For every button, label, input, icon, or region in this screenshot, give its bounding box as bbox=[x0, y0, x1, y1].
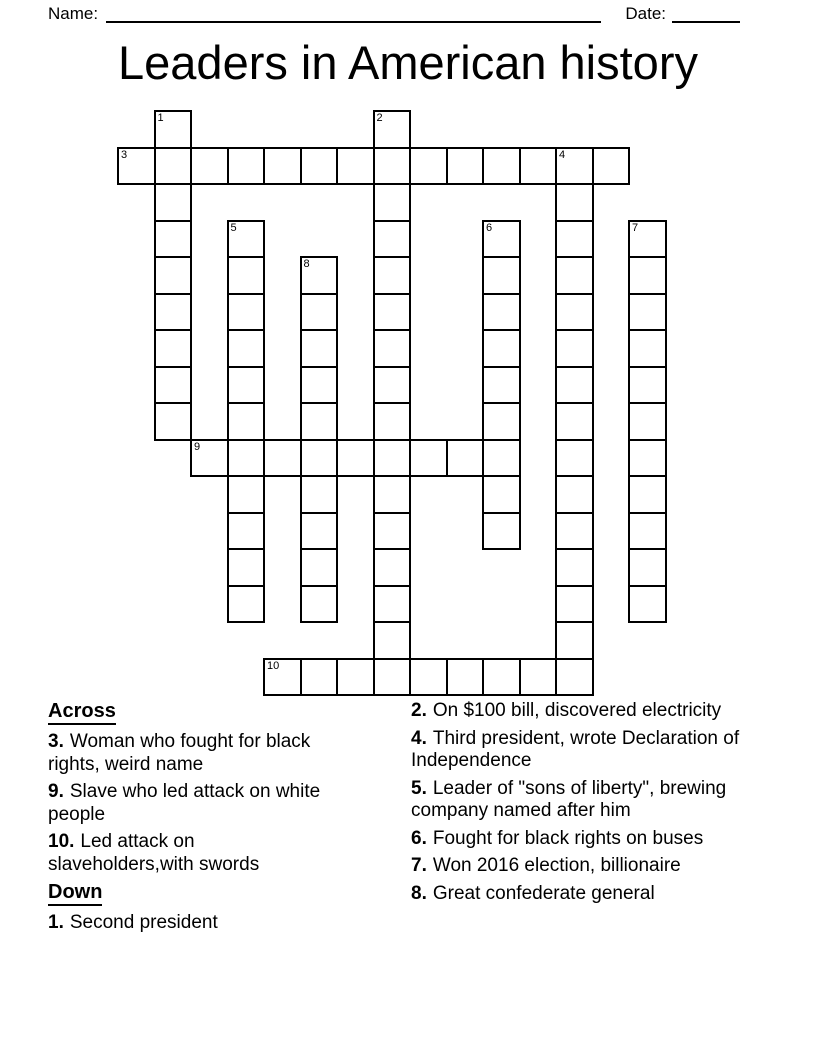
across-heading bbox=[48, 700, 338, 725]
crossword-cell[interactable] bbox=[300, 329, 339, 368]
clue-number: 4. bbox=[411, 727, 427, 749]
crossword-cell[interactable] bbox=[373, 220, 412, 259]
crossword-cell[interactable] bbox=[227, 402, 266, 441]
crossword-cell[interactable] bbox=[154, 256, 193, 295]
crossword-cell[interactable] bbox=[482, 293, 521, 332]
crossword-cell[interactable] bbox=[263, 658, 302, 697]
down-heading bbox=[48, 881, 338, 906]
crossword-cell[interactable] bbox=[482, 220, 521, 259]
crossword-cell[interactable] bbox=[555, 147, 594, 186]
crossword-cell[interactable] bbox=[263, 147, 302, 186]
crossword-cell[interactable] bbox=[300, 293, 339, 332]
crossword-cell[interactable] bbox=[519, 658, 558, 697]
crossword-cell[interactable] bbox=[154, 110, 193, 149]
crossword-cell[interactable] bbox=[555, 548, 594, 587]
crossword-cell[interactable] bbox=[482, 658, 521, 697]
crossword-cell[interactable] bbox=[628, 548, 667, 587]
name-label: Name: bbox=[48, 4, 99, 23]
crossword-cell[interactable] bbox=[336, 658, 375, 697]
crossword-cell[interactable] bbox=[555, 366, 594, 405]
clue-down-8 bbox=[411, 883, 743, 906]
crossword-cell[interactable] bbox=[555, 402, 594, 441]
clue-text: Second president bbox=[69, 912, 218, 933]
clue-down-6 bbox=[411, 828, 743, 851]
name-line[interactable] bbox=[106, 2, 601, 23]
crossword-cell[interactable] bbox=[409, 658, 448, 697]
name-date-bar bbox=[48, 2, 740, 24]
crossword-cell[interactable] bbox=[628, 475, 667, 514]
crossword-cell[interactable] bbox=[190, 147, 229, 186]
crossword-cell[interactable] bbox=[117, 147, 156, 186]
crossword-cell[interactable] bbox=[628, 220, 667, 259]
grid-clue-number-label: 8 bbox=[303, 258, 310, 270]
page-title: Leaders in American history bbox=[118, 36, 698, 89]
crossword-cell[interactable] bbox=[373, 293, 412, 332]
clue-down-5 bbox=[411, 778, 743, 823]
crossword-cell[interactable] bbox=[628, 329, 667, 368]
crossword-cell[interactable] bbox=[628, 256, 667, 295]
crossword-cell[interactable] bbox=[628, 512, 667, 551]
crossword-cell[interactable] bbox=[373, 402, 412, 441]
crossword-cell[interactable] bbox=[154, 366, 193, 405]
crossword-cell[interactable] bbox=[373, 329, 412, 368]
crossword-cell[interactable] bbox=[482, 147, 521, 186]
clue-text: Great confederate general bbox=[432, 882, 655, 904]
crossword-cell[interactable] bbox=[227, 366, 266, 405]
clue-text: Slave who led attack on white people bbox=[48, 781, 321, 825]
crossword-cell[interactable] bbox=[373, 585, 412, 624]
crossword-cell[interactable] bbox=[227, 147, 266, 186]
grid-clue-number-label: 3 bbox=[121, 148, 128, 161]
crossword-cell[interactable] bbox=[555, 621, 594, 660]
crossword-cell[interactable] bbox=[446, 147, 485, 186]
crossword-cell[interactable] bbox=[300, 585, 339, 624]
clue-text: Leader of "sons of liberty", brewing company named after him bbox=[411, 777, 727, 821]
crossword-cell[interactable] bbox=[373, 475, 412, 514]
crossword-cell[interactable] bbox=[628, 439, 667, 478]
crossword-cell[interactable] bbox=[300, 512, 339, 551]
clue-across-10 bbox=[48, 831, 338, 876]
crossword-cell[interactable] bbox=[373, 548, 412, 587]
crossword-cell[interactable] bbox=[519, 147, 558, 186]
crossword-cell[interactable] bbox=[555, 585, 594, 624]
crossword-cell[interactable] bbox=[555, 220, 594, 259]
crossword-cell[interactable] bbox=[227, 220, 266, 259]
crossword-cell[interactable] bbox=[555, 293, 594, 332]
crossword-cell[interactable] bbox=[227, 329, 266, 368]
crossword-cell[interactable] bbox=[555, 256, 594, 295]
crossword-cell[interactable] bbox=[154, 293, 193, 332]
clue-down-7 bbox=[411, 855, 743, 878]
clue-across-9 bbox=[48, 781, 338, 826]
crossword-cell[interactable] bbox=[555, 439, 594, 478]
crossword-cell[interactable] bbox=[373, 439, 412, 478]
grid-clue-number-label: 2 bbox=[376, 112, 383, 124]
crossword-cell[interactable] bbox=[227, 256, 266, 295]
crossword-cell[interactable] bbox=[263, 439, 302, 478]
crossword-cell[interactable] bbox=[482, 439, 521, 478]
crossword-cell[interactable] bbox=[300, 439, 339, 478]
crossword-grid bbox=[117, 110, 669, 698]
crossword-cell[interactable] bbox=[300, 256, 339, 295]
crossword-cell[interactable] bbox=[373, 110, 412, 149]
clue-number: 6. bbox=[411, 827, 427, 849]
crossword-cell[interactable] bbox=[373, 256, 412, 295]
clue-down-4 bbox=[411, 728, 743, 773]
crossword-cell[interactable] bbox=[154, 183, 193, 222]
crossword-cell[interactable] bbox=[409, 147, 448, 186]
clue-text: On $100 bill, discovered electricity bbox=[432, 700, 722, 721]
clue-number: 10. bbox=[48, 831, 75, 852]
crossword-cell[interactable] bbox=[373, 512, 412, 551]
crossword-cell[interactable] bbox=[373, 621, 412, 660]
crossword-cell[interactable] bbox=[154, 329, 193, 368]
crossword-cell[interactable] bbox=[300, 475, 339, 514]
across-heading-label: Across bbox=[48, 700, 116, 725]
crossword-cell[interactable] bbox=[482, 512, 521, 551]
crossword-cell[interactable] bbox=[555, 475, 594, 514]
crossword-cell[interactable] bbox=[300, 366, 339, 405]
grid-clue-number-label: 4 bbox=[559, 148, 566, 161]
crossword-cell[interactable] bbox=[555, 512, 594, 551]
crossword-cell[interactable] bbox=[300, 548, 339, 587]
clue-text: Won 2016 election, billionaire bbox=[432, 855, 681, 876]
down-heading-label: Down bbox=[48, 881, 102, 906]
crossword-cell[interactable] bbox=[227, 548, 266, 587]
crossword-cell[interactable] bbox=[628, 293, 667, 332]
crossword-cell[interactable] bbox=[190, 439, 229, 478]
clue-text: Fought for black rights on buses bbox=[432, 827, 704, 849]
crossword-cell[interactable] bbox=[336, 439, 375, 478]
crossword-cell[interactable] bbox=[555, 183, 594, 222]
crossword-cell[interactable] bbox=[154, 147, 193, 186]
crossword-cell[interactable] bbox=[446, 439, 485, 478]
clue-number: 1. bbox=[48, 912, 64, 933]
clues-left-column bbox=[48, 700, 338, 940]
crossword-cell[interactable] bbox=[154, 402, 193, 441]
date-line[interactable] bbox=[672, 2, 740, 23]
grid-clue-number-label: 7 bbox=[632, 221, 639, 234]
clue-down-2 bbox=[411, 700, 743, 723]
crossword-cell[interactable] bbox=[227, 512, 266, 551]
grid-clue-number-label: 6 bbox=[486, 221, 493, 234]
crossword-cell[interactable] bbox=[227, 585, 266, 624]
crossword-cell[interactable] bbox=[300, 658, 339, 697]
crossword-cell[interactable] bbox=[482, 366, 521, 405]
clue-text: Led attack on slaveholders,with swords bbox=[48, 831, 260, 875]
clue-number: 5. bbox=[411, 777, 427, 799]
clue-across-3 bbox=[48, 731, 338, 776]
clue-number: 2. bbox=[411, 700, 427, 721]
clues-right-column bbox=[411, 700, 743, 910]
clue-text: Third president, wrote Declaration of Independence bbox=[411, 727, 740, 771]
clue-number: 8. bbox=[411, 882, 427, 904]
grid-clue-number-label: 1 bbox=[157, 112, 164, 124]
crossword-cell[interactable] bbox=[373, 366, 412, 405]
clue-number: 9. bbox=[48, 781, 64, 802]
crossword-cell[interactable] bbox=[628, 402, 667, 441]
crossword-cell[interactable] bbox=[482, 475, 521, 514]
crossword-cell[interactable] bbox=[227, 475, 266, 514]
clue-down-1 bbox=[48, 912, 338, 935]
date-label: Date: bbox=[625, 4, 666, 23]
crossword-cell[interactable] bbox=[336, 147, 375, 186]
crossword-cell[interactable] bbox=[555, 329, 594, 368]
clue-number: 3. bbox=[48, 731, 64, 752]
crossword-cell[interactable] bbox=[300, 402, 339, 441]
crossword-cell[interactable] bbox=[227, 293, 266, 332]
crossword-cell[interactable] bbox=[555, 658, 594, 697]
crossword-cell[interactable] bbox=[373, 658, 412, 697]
crossword-cell[interactable] bbox=[592, 147, 631, 186]
crossword-cell[interactable] bbox=[482, 329, 521, 368]
crossword-cell[interactable] bbox=[628, 585, 667, 624]
crossword-cell[interactable] bbox=[300, 147, 339, 186]
crossword-cell[interactable] bbox=[482, 256, 521, 295]
grid-clue-number-label: 9 bbox=[194, 440, 201, 453]
clue-text: Woman who fought for black rights, weird name bbox=[48, 731, 311, 775]
crossword-cell[interactable] bbox=[446, 658, 485, 697]
crossword-cell[interactable] bbox=[373, 147, 412, 186]
grid-clue-number-label: 10 bbox=[267, 659, 280, 672]
clue-number: 7. bbox=[411, 855, 427, 876]
crossword-cell[interactable] bbox=[409, 439, 448, 478]
grid-clue-number-label: 5 bbox=[230, 221, 237, 234]
crossword-cell[interactable] bbox=[373, 183, 412, 222]
crossword-cell[interactable] bbox=[482, 402, 521, 441]
crossword-cell[interactable] bbox=[154, 220, 193, 259]
crossword-cell[interactable] bbox=[227, 439, 266, 478]
crossword-cell[interactable] bbox=[628, 366, 667, 405]
